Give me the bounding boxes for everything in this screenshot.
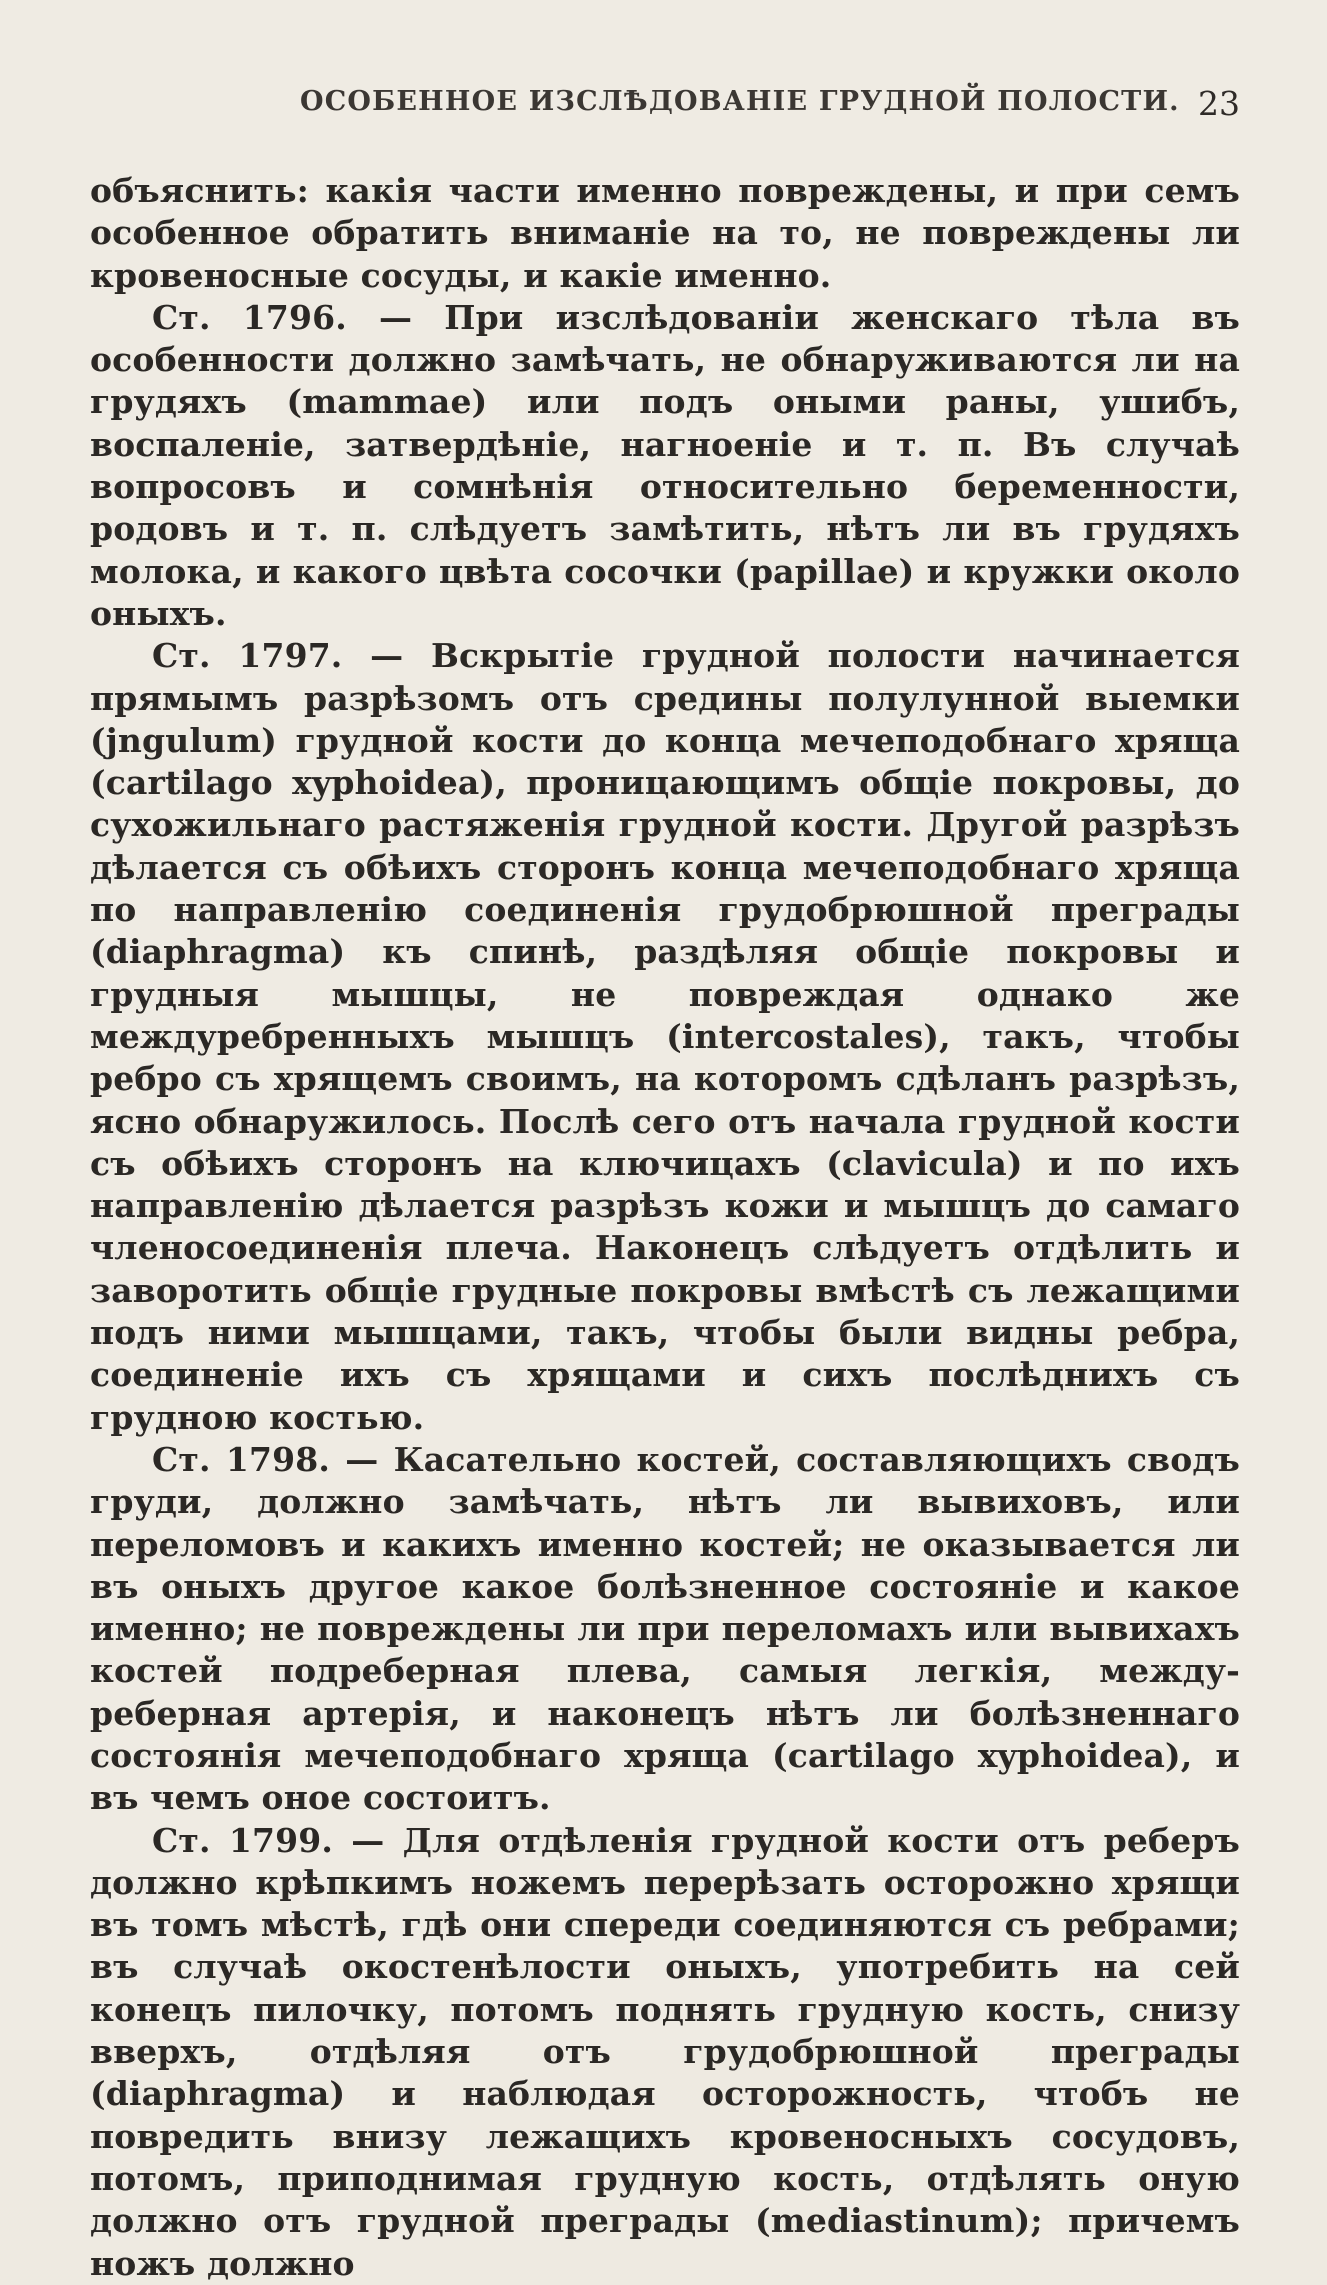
paragraph-article-1797: Ст. 1797. — Вскрытіе грудной полости начинается прямымъ разрѣзомъ отъ средины полулунной выемки (jngulum) грудной кости до конца мечеподобнаго хряща (cartilago xyphoidea), проницающимъ общіе покровы, до сухожильнаго растяженія грудной кости. Другой разрѣзъ дѣлается съ обѣихъ сторонъ конца мечеподобнаго хряща по направленію соединенія грудобрюшной преграды (diaphragma) къ спинѣ, раздѣляя общіе покровы и грудныя мышцы, не повреждая однако же междуребренныхъ мышцъ (intercostales), такъ, чтобы ребро съ хрящемъ своимъ, на которомъ сдѣланъ разрѣзъ, ясно обнаружилось. Послѣ сего отъ начала грудной кости съ обѣихъ сторонъ на ключицахъ (clavicula) и по ихъ направленію дѣлается разрѣзъ кожи и мышцъ до самаго членосоединенія плеча. Наконецъ слѣдуетъ отдѣлить и заворотить общіе грудные покровы вмѣстѣ съ лежащими подъ ними мышцами, такъ, чтобы были видны ребра, соединеніе ихъ съ хрящами и сихъ послѣднихъ съ грудною костью.: [90, 636, 1240, 1437]
paragraph-article-1799: Ст. 1799. — Для отдѣленія грудной кости отъ реберъ должно крѣпкимъ ножемъ перерѣзать осторожно хрящи въ томъ мѣстѣ, гдѣ они спереди соединяются съ ребрами; въ случаѣ окостенѣлости оныхъ, употребить на сей конецъ пилочку, потомъ поднять грудную кость, снизу вверхъ, отдѣляя отъ грудобрюшной преграды (diaphragma) и наблюдая осторожность, чтобъ не повредить внизу лежащихъ кровеносныхъ сосудовъ, потомъ, приподнимая грудную кость, отдѣлять оную должно отъ грудной преграды (mediastinum); причемъ ножъ должно: [90, 1820, 1240, 2283]
body-text: [90, 170, 1240, 2285]
running-title: ОСОБЕННОЕ ИЗСЛѢДОВАНІЕ ГРУДНОЙ ПОЛОСТИ.: [300, 86, 1180, 117]
page-number: 23: [1198, 84, 1240, 123]
paragraph-continuation: объяснить: какія части именно повреждены, и при семъ особенное обратить вниманіе на то, не повреждены ли кровеносные сосуды, и какіе именно.: [90, 171, 1240, 295]
paragraph-article-1798: Ст. 1798. — Касательно костей, составляющихъ сводъ груди, должно замѣчать, нѣтъ ли вывиховъ, или переломовъ и какихъ именно костей; не оказывается ли въ оныхъ другое какое болѣзненное состояніе и какое именно; не повреждены ли при переломахъ или вывихахъ костей подреберная плева, самыя легкія, между-реберная артерія, и наконецъ нѣтъ ли болѣзненнаго состоянія мечеподобнаго хряща (cartilago xyphoidea), и въ чемъ оное состоитъ.: [90, 1439, 1240, 1818]
paragraph-article-1796: Ст. 1796. — При изслѣдованіи женскаго тѣла въ особенности должно замѣчать, не обнаруживаются ли на грудяхъ (mammae) или подъ оными раны, ушибъ, воспаленіе, затвердѣніе, нагноеніе и т. п. Въ случаѣ вопросовъ и сомнѣнія относительно беременности, родовъ и т. п. слѣдуетъ замѣтить, нѣтъ ли въ грудяхъ молока, и какого цвѣта сосочки (papillae) и кружки около оныхъ.: [90, 297, 1240, 633]
running-header: [90, 86, 1240, 126]
